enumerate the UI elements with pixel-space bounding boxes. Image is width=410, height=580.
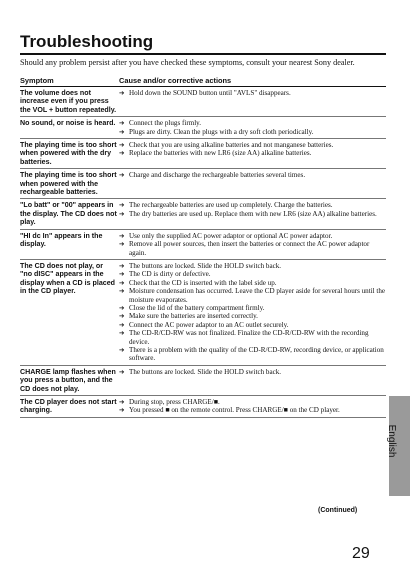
actions-cell: [119, 232, 386, 257]
actions-cell: [119, 89, 386, 114]
action-text: The buttons are locked. Slide the HOLD switch back.: [129, 261, 282, 270]
table-row: [20, 117, 386, 139]
arrow-icon: ➔: [119, 367, 125, 376]
arrow-icon: ➔: [119, 231, 125, 240]
page-number: 29: [352, 545, 370, 562]
action-item: [119, 141, 386, 149]
action-item: [119, 128, 386, 136]
action-text: The rechargeable batteries are used up completely. Charge the batteries.: [129, 201, 333, 210]
action-text: The CD is dirty or defective.: [129, 270, 211, 279]
action-item: [119, 89, 386, 97]
action-item: [119, 287, 386, 304]
action-item: [119, 240, 386, 257]
symptom-cell: The playing time is too short when powered with the dry batteries.: [20, 141, 117, 166]
action-text: Use only the supplied AC power adaptor or optional AC power adaptor.: [129, 231, 333, 240]
action-text: During stop, press CHARGE/■.: [129, 398, 220, 406]
action-text: Make sure the batteries are inserted correctly.: [129, 312, 258, 321]
page-title: Troubleshooting: [20, 32, 386, 55]
action-item: [119, 232, 386, 240]
action-item: [119, 210, 386, 218]
symptom-cell: "Lo batt" or "00" appears in the display. The CD does not play.: [20, 201, 117, 227]
action-item: [119, 279, 386, 287]
action-item: [119, 201, 386, 209]
action-item: [119, 329, 386, 346]
symptom-cell: No sound, or noise is heard.: [20, 119, 116, 128]
arrow-icon: ➔: [119, 406, 125, 415]
actions-cell: [119, 368, 386, 393]
troubleshooting-table: [20, 87, 386, 418]
action-item: [119, 398, 386, 406]
symptom-cell: The CD player does not start charging.: [20, 398, 117, 415]
table-row: [20, 366, 386, 396]
arrow-icon: ➔: [119, 89, 125, 97]
action-text: There is a problem with the quality of the CD-R/CD-RW, recording device, or application software.: [129, 345, 384, 363]
symptom-cell: The volume does not increase even if you press the VOL + button repeatedly.: [20, 89, 117, 114]
actions-cell: [119, 398, 386, 415]
action-text: The buttons are locked. Slide the HOLD switch back.: [129, 367, 282, 376]
action-text: Remove all power sources, then insert the batteries or connect the AC power adaptor again.: [129, 240, 370, 257]
table-row: [20, 396, 386, 418]
action-text: Replace the batteries with new LR6 (size AA) alkaline batteries.: [129, 149, 312, 158]
action-item: [119, 171, 386, 179]
table-row: [20, 199, 386, 229]
actions-cell: [119, 262, 386, 363]
symptom-cell: The CD does not play, or "no dISC" appears in the display when a CD is placed in the CD player.: [20, 261, 116, 296]
arrow-icon: ➔: [119, 303, 125, 312]
actions-cell: [119, 119, 386, 136]
arrow-icon: ➔: [119, 312, 125, 321]
action-item: [119, 270, 386, 278]
arrow-icon: ➔: [119, 240, 125, 249]
action-text: Charge and discharge the rechargeable batteries several times.: [129, 171, 306, 180]
symptom-cell: CHARGE lamp flashes when you press a button, and the CD does not play.: [20, 367, 116, 393]
action-text: You pressed ■ on the remote control. Press CHARGE/■ on the CD player.: [129, 406, 340, 415]
symptom-header: Symptom: [20, 76, 54, 85]
cause-header: Cause and/or corrective actions: [119, 76, 232, 85]
table-row: [20, 260, 386, 366]
arrow-icon: ➔: [119, 287, 125, 296]
arrow-icon: ➔: [119, 398, 125, 406]
table-header: [20, 76, 386, 87]
action-text: The CD-R/CD-RW was not finalized. Finalize the CD-R/CD-RW with the recording device.: [129, 329, 369, 346]
action-text: Check that you are using alkaline batteries and not manganese batteries.: [129, 141, 334, 150]
arrow-icon: ➔: [119, 270, 125, 279]
action-text: The dry batteries are used up. Replace them with new LR6 (size AA) alkaline batteries.: [129, 209, 377, 218]
actions-cell: [119, 171, 386, 196]
continued-label: (Continued): [318, 507, 358, 514]
action-item: [119, 119, 386, 127]
table-row: [20, 139, 386, 169]
arrow-icon: ➔: [119, 329, 125, 338]
actions-cell: [119, 141, 386, 166]
action-item: [119, 321, 386, 329]
arrow-icon: ➔: [119, 209, 125, 218]
action-item: [119, 368, 386, 376]
action-text: Moisture condensation has occurred. Leave the CD player aside for several hours until the moisture evaporates.: [129, 287, 386, 304]
action-item: [119, 262, 386, 270]
troubleshooting-page: [20, 0, 386, 418]
arrow-icon: ➔: [119, 127, 125, 136]
table-row: [20, 169, 386, 199]
arrow-icon: ➔: [119, 320, 125, 329]
arrow-icon: ➔: [119, 201, 125, 210]
action-text: Connect the plugs firmly.: [129, 119, 202, 128]
action-text: Check that the CD is inserted with the label side up.: [129, 278, 277, 287]
arrow-icon: ➔: [119, 278, 125, 287]
symptom-cell: The playing time is too short when powered with the rechargeable batteries.: [20, 171, 117, 197]
intro-text: Should any problem persist after you have checked these symptoms, consult your nearest Sony dealer.: [20, 58, 355, 67]
action-text: Hold down the SOUND button until "AVLS" disappears.: [129, 89, 291, 97]
action-item: [119, 346, 386, 363]
table-row: [20, 87, 386, 117]
arrow-icon: ➔: [119, 261, 125, 270]
action-item: [119, 312, 386, 320]
arrow-icon: ➔: [119, 171, 125, 180]
arrow-icon: ➔: [119, 141, 125, 150]
arrow-icon: ➔: [119, 149, 125, 158]
action-text: Close the lid of the battery compartment firmly.: [129, 303, 265, 312]
action-text: Plugs are dirty. Clean the plugs with a dry soft cloth periodically.: [129, 127, 314, 136]
arrow-icon: ➔: [119, 119, 125, 128]
action-item: [119, 304, 386, 312]
action-text: Connect the AC power adaptor to an AC outlet securely.: [129, 320, 289, 329]
arrow-icon: ➔: [119, 345, 125, 354]
language-tab-label: English: [386, 424, 397, 458]
symptom-cell: "HI dc In" appears in the display.: [20, 231, 103, 249]
actions-cell: [119, 201, 386, 226]
action-item: [119, 406, 386, 414]
table-row: [20, 230, 386, 260]
action-item: [119, 149, 386, 157]
